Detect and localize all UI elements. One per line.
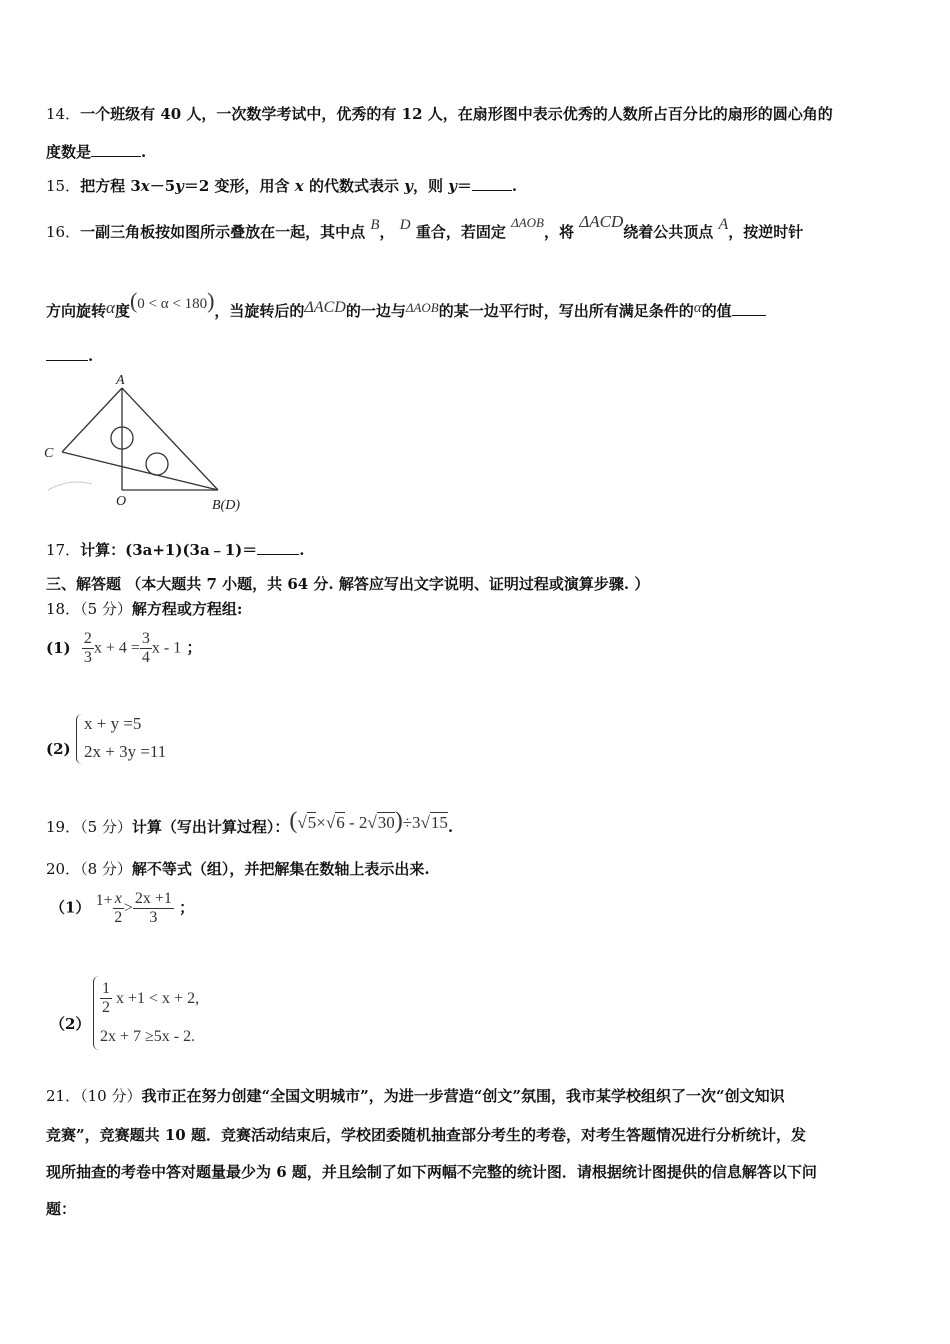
q17-line: [46, 539, 304, 560]
q16-text-11: 的值: [701, 302, 732, 320]
q17-end: .: [299, 541, 305, 559]
q20-text: 解不等式（组），并把解集在数轴上表示出来.: [131, 860, 430, 878]
q16-text-9: 的一边与: [345, 302, 406, 320]
q21-text-1: 我市正在努力创建“全国文明城市”，为进一步营造“创文”氛围，我市某学校组织了一次“创文知识: [141, 1087, 785, 1105]
q14-text: 一个班级有 40 人，一次数学考试中，优秀的有 12 人，在扇形图中表示优秀的人数所占百分比的扇形的圆心角的: [80, 105, 833, 123]
q19-rparen: ): [394, 808, 403, 834]
q20-ineq1: x +1 < x + 2,: [116, 990, 200, 1007]
q15-var-y-3: y: [448, 177, 457, 195]
ruler-shadow: [48, 482, 92, 490]
q16-text-10: 的某一边平行时，写出所有满足条件的: [438, 302, 694, 320]
q21-number: 21．: [46, 1087, 81, 1105]
q20-fy-den: 3: [149, 909, 158, 926]
q18-system-brace: [76, 714, 82, 764]
q18-part1: [46, 630, 202, 676]
q21-text-2: 竞赛”，竞赛题共 10 题．竞赛活动结束后，学校团委随机抽查部分考生的考卷，对考生答题情况进行分析统计，发: [46, 1126, 806, 1144]
q15-text-f: ＝: [456, 177, 472, 195]
q14-answer-blank[interactable]: [91, 144, 141, 157]
q15-text-b: －5: [149, 177, 176, 195]
q21-line2: [46, 1124, 806, 1145]
q15-number: 15．: [46, 177, 81, 195]
q20-part1: [50, 890, 194, 927]
q18-eq1: x + y =5: [84, 714, 142, 733]
q15-var-x-2: x: [294, 177, 304, 195]
triangle-acd-line-ca: [62, 388, 122, 452]
q16-text-2: 重合，若固定: [415, 223, 506, 241]
q21-score: （10 分）: [80, 1087, 142, 1105]
section3-text: 三、解答题 （本大题共 7 小题，共 64 分. 解答应写出文字说明、证明过程或演算步骤. ）: [46, 575, 650, 593]
q21-line4: [46, 1198, 76, 1219]
q16-line2: [46, 288, 766, 322]
q16-point-b: B: [370, 217, 380, 233]
q16-text-5: ，按逆时针: [728, 223, 804, 241]
q14-text-2: 度数是: [46, 143, 92, 161]
q20-greater: >: [123, 899, 133, 917]
q19-root-30: 30: [377, 813, 395, 832]
q20-part2: [50, 1013, 90, 1034]
q15-text-a: 把方程 3: [80, 177, 141, 195]
q19-root-5: 5: [307, 813, 317, 832]
q20-semicolon: ；: [179, 898, 195, 917]
q19-expression: (√5×√6 - 2√30)÷3√15: [289, 808, 448, 834]
q18-f2-num: 3: [141, 630, 150, 647]
q20-fx-den: 2: [114, 909, 123, 926]
triangle-acd-line-ad: [122, 388, 218, 490]
q16-triangle-aob-2: ΔAOB: [405, 300, 439, 315]
q16-alpha: α: [106, 298, 115, 317]
q15-answer-blank[interactable]: [472, 178, 512, 191]
q15-text-d: 的代数式表示: [308, 177, 399, 195]
q16-text-6: 方向旋转: [46, 302, 107, 320]
q19-divide: ÷3: [402, 813, 421, 832]
q16-alpha-2: α: [693, 300, 702, 316]
q18-eq-mid1: x + 4 =: [93, 639, 140, 657]
q18-text: 解方程或方程组:: [131, 600, 243, 618]
q18-line: [46, 598, 242, 619]
q18-f2-den: 4: [141, 649, 150, 666]
q16-point-d: D: [399, 217, 411, 233]
q21-text-4: 题：: [46, 1200, 77, 1218]
q20-half-den: 2: [102, 999, 110, 1016]
q21-text-3: 现所抽查的考卷中答对题量最少为 6 题，并且绘制了如下两幅不完整的统计图．请根据统计图提供的信息解答以下问: [46, 1163, 817, 1181]
q21-line3: [46, 1161, 817, 1182]
q20-one-plus: 1+: [95, 891, 113, 909]
q20-frac-x2: [113, 890, 124, 927]
q16-text-3: ，将: [544, 223, 575, 241]
q21-line1: [46, 1085, 785, 1106]
q16-text-8: ，当旋转后的: [214, 302, 305, 320]
q19-line: [46, 808, 454, 839]
q19-minus: - 2: [348, 813, 368, 832]
q15-var-y: y: [175, 177, 184, 195]
q18-fraction-2: [140, 630, 152, 667]
q20-part2-label: （2）: [50, 1015, 91, 1033]
q14-line2: [46, 141, 146, 162]
q19-text: 计算（写出计算过程）：: [131, 818, 290, 836]
q17-text: 计算：(3a+1)(3a﹣1)＝: [80, 541, 258, 559]
label-c: C: [44, 446, 54, 461]
q16-text-1: 一副三角板按如图所示叠放在一起，其中点: [80, 223, 366, 241]
q18-part1-label: (1): [46, 638, 71, 657]
q15-text-e: ，则: [412, 177, 443, 195]
q16-answer-blank[interactable]: [732, 303, 766, 316]
q20-line: [46, 858, 430, 879]
q15-line: [46, 175, 517, 196]
q14-number: 14．: [46, 105, 81, 123]
q20-fy-num: 2x +1: [134, 890, 172, 907]
q16-comma: ，: [379, 223, 395, 241]
q20-system-brace: [93, 976, 99, 1050]
q20-score: （8 分）: [80, 860, 132, 878]
q18-score: （5 分）: [80, 600, 132, 618]
q15-text-c: ＝2 变形，用含: [183, 177, 290, 195]
q18-part2: [46, 740, 71, 758]
q20-half-num: 1: [102, 980, 110, 997]
q19-times: ×: [316, 813, 326, 832]
q18-part2-label: (2): [46, 740, 71, 758]
triangle-acd-line-cd: [62, 452, 218, 490]
q16-line1: [46, 212, 804, 242]
q16-number: 16．: [46, 223, 81, 241]
section3-heading: [46, 573, 649, 594]
q16-point-a: A: [718, 216, 729, 233]
q15-var-x: x: [140, 177, 150, 195]
q16-triangle-acd: ΔACD: [579, 212, 624, 231]
q18-fraction-1: [82, 630, 94, 667]
q16-text-7: 度: [114, 302, 130, 320]
q15-end: .: [511, 177, 518, 195]
q20-frac-half: [100, 980, 112, 1017]
q19-root-6: 6: [336, 813, 345, 832]
q19-end: .: [447, 818, 454, 836]
q19-score: （5 分）: [80, 818, 132, 836]
q16-answer-blank-2[interactable]: [46, 348, 88, 361]
q18-eq-mid2: x - 1: [151, 639, 182, 657]
q16-line3: [46, 347, 93, 365]
q15-var-y-2: y: [404, 177, 413, 195]
q16-end: .: [88, 347, 94, 365]
triangle-figure: [40, 372, 260, 520]
q19-number: 19．: [46, 818, 81, 836]
q20-fx-num: x: [114, 890, 122, 907]
q20-part1-label: （1）: [50, 898, 91, 917]
q16-range-text: 0 < α < 180: [137, 296, 208, 312]
label-a: A: [116, 373, 125, 388]
q18-f1-num: 2: [83, 630, 92, 647]
q16-triangle-acd-2: ΔACD: [304, 299, 346, 316]
q19-root-15: 15: [430, 813, 448, 832]
q20-frac-2x1: [133, 890, 174, 927]
q18-number: 18．: [46, 600, 81, 618]
label-o: O: [116, 494, 127, 509]
q18-semicolon: ；: [186, 638, 202, 657]
q20-number: 20．: [46, 860, 81, 878]
q18-eq2: 2x + 3y =11: [84, 742, 167, 761]
q16-range: (0 < α < 180): [129, 288, 215, 313]
q17-number: 17．: [46, 541, 81, 559]
circle-lower: [146, 453, 168, 475]
q14-end: .: [141, 143, 147, 161]
q19-lparen: (: [289, 808, 298, 834]
q14-line1: [46, 103, 833, 124]
q18-f1-den: 3: [83, 649, 92, 666]
q16-text-4: 绕着公共顶点: [623, 223, 714, 241]
q17-answer-blank[interactable]: [257, 542, 299, 555]
q16-triangle-aob: ΔAOB: [511, 215, 544, 230]
label-bd: B(D): [212, 498, 240, 513]
q20-ineq2: 2x + 7 ≥5x - 2.: [100, 1028, 196, 1045]
